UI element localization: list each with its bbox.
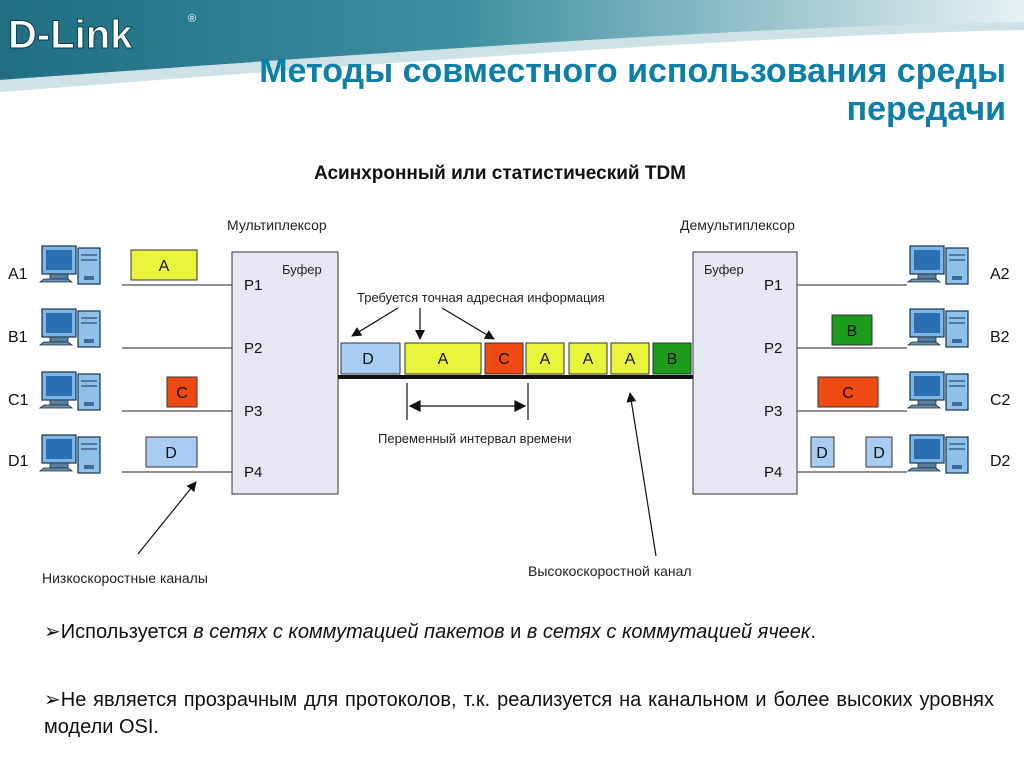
station-b1: B1 — [8, 329, 28, 346]
mux-label: Мультиплексор — [227, 217, 327, 233]
right-computers — [908, 246, 968, 473]
mux-port-p1: P1 — [244, 277, 263, 294]
demux-label: Демультиплексор — [680, 217, 795, 233]
demux-buffer-label: Буфер — [704, 262, 744, 277]
mux-port-p3: P3 — [244, 403, 263, 420]
high-speed-arrow — [630, 393, 656, 556]
svg-text:D: D — [873, 445, 885, 462]
interval-marker — [407, 383, 528, 420]
svg-text:®: ® — [188, 13, 197, 25]
dlink-logo: D-Link — [8, 13, 133, 57]
svg-text:D: D — [362, 351, 374, 368]
bullet-1-italic-1: в сетях с коммутацией пакетов — [193, 621, 505, 643]
title-line-1: Методы совместного использования среды — [259, 52, 1006, 90]
bullet-1-italic-2: в сетях с коммутацией ячеек — [526, 621, 811, 643]
demux-port-p1: P1 — [764, 277, 783, 294]
svg-text:D: D — [165, 445, 177, 462]
low-speed-label: Низкоскоростные каналы — [42, 570, 208, 586]
left-computers — [40, 246, 100, 473]
svg-text:B: B — [846, 323, 858, 340]
station-d1: D1 — [8, 453, 29, 470]
svg-text:D: D — [816, 445, 828, 462]
station-d2: D2 — [990, 453, 1011, 470]
bullet-marker-icon: ➢ — [44, 619, 61, 643]
page-title — [106, 52, 1006, 128]
svg-text:A: A — [582, 351, 594, 368]
bullet-1-end: . — [810, 621, 816, 643]
station-a2: A2 — [990, 266, 1010, 283]
station-b2: B2 — [990, 329, 1010, 346]
bullet-marker-icon: ➢ — [44, 687, 61, 711]
demux-port-p2: P2 — [764, 340, 783, 357]
mux-buffer-label: Буфер — [282, 262, 322, 277]
bullet-1 — [44, 618, 994, 646]
svg-text:A: A — [539, 351, 551, 368]
interval-label: Переменный интервал времени — [378, 431, 572, 446]
demux-port-p4: P4 — [764, 464, 783, 481]
bullet-1-and: и — [504, 621, 527, 643]
demux-port-p3: P3 — [764, 403, 783, 420]
svg-text:A: A — [158, 258, 170, 275]
addr-info-label: Требуется точная адресная информация — [357, 290, 605, 305]
mux-port-p2: P2 — [244, 340, 263, 357]
diagram-subtitle: Асинхронный или статистический TDM — [313, 163, 686, 184]
station-c1: C1 — [8, 392, 29, 409]
mux-port-p4: P4 — [244, 464, 263, 481]
stream-frames — [341, 343, 691, 374]
low-speed-arrow — [138, 482, 196, 554]
svg-text:B: B — [666, 351, 678, 368]
svg-text:C: C — [842, 385, 854, 402]
svg-text:C: C — [498, 351, 510, 368]
bullet-1-plain: Используется — [60, 621, 194, 643]
svg-text:A: A — [437, 351, 449, 368]
bullet-2 — [44, 686, 994, 741]
high-speed-label: Высокоскоростной канал — [528, 563, 692, 579]
tdm-diagram — [0, 205, 1024, 605]
right-output-frames — [811, 315, 892, 467]
bullet-2-text: Не является прозрачным для протоколов, т.к. реализуется на канальном и более высоких уровнях модели OSI. — [44, 689, 994, 738]
svg-text:C: C — [176, 385, 188, 402]
station-c2: C2 — [990, 392, 1011, 409]
station-a1: A1 — [8, 266, 28, 283]
left-input-frames — [131, 250, 197, 467]
svg-text:A: A — [624, 351, 636, 368]
addr-info-arrows — [352, 308, 494, 339]
title-line-2: передачи — [846, 90, 1006, 128]
